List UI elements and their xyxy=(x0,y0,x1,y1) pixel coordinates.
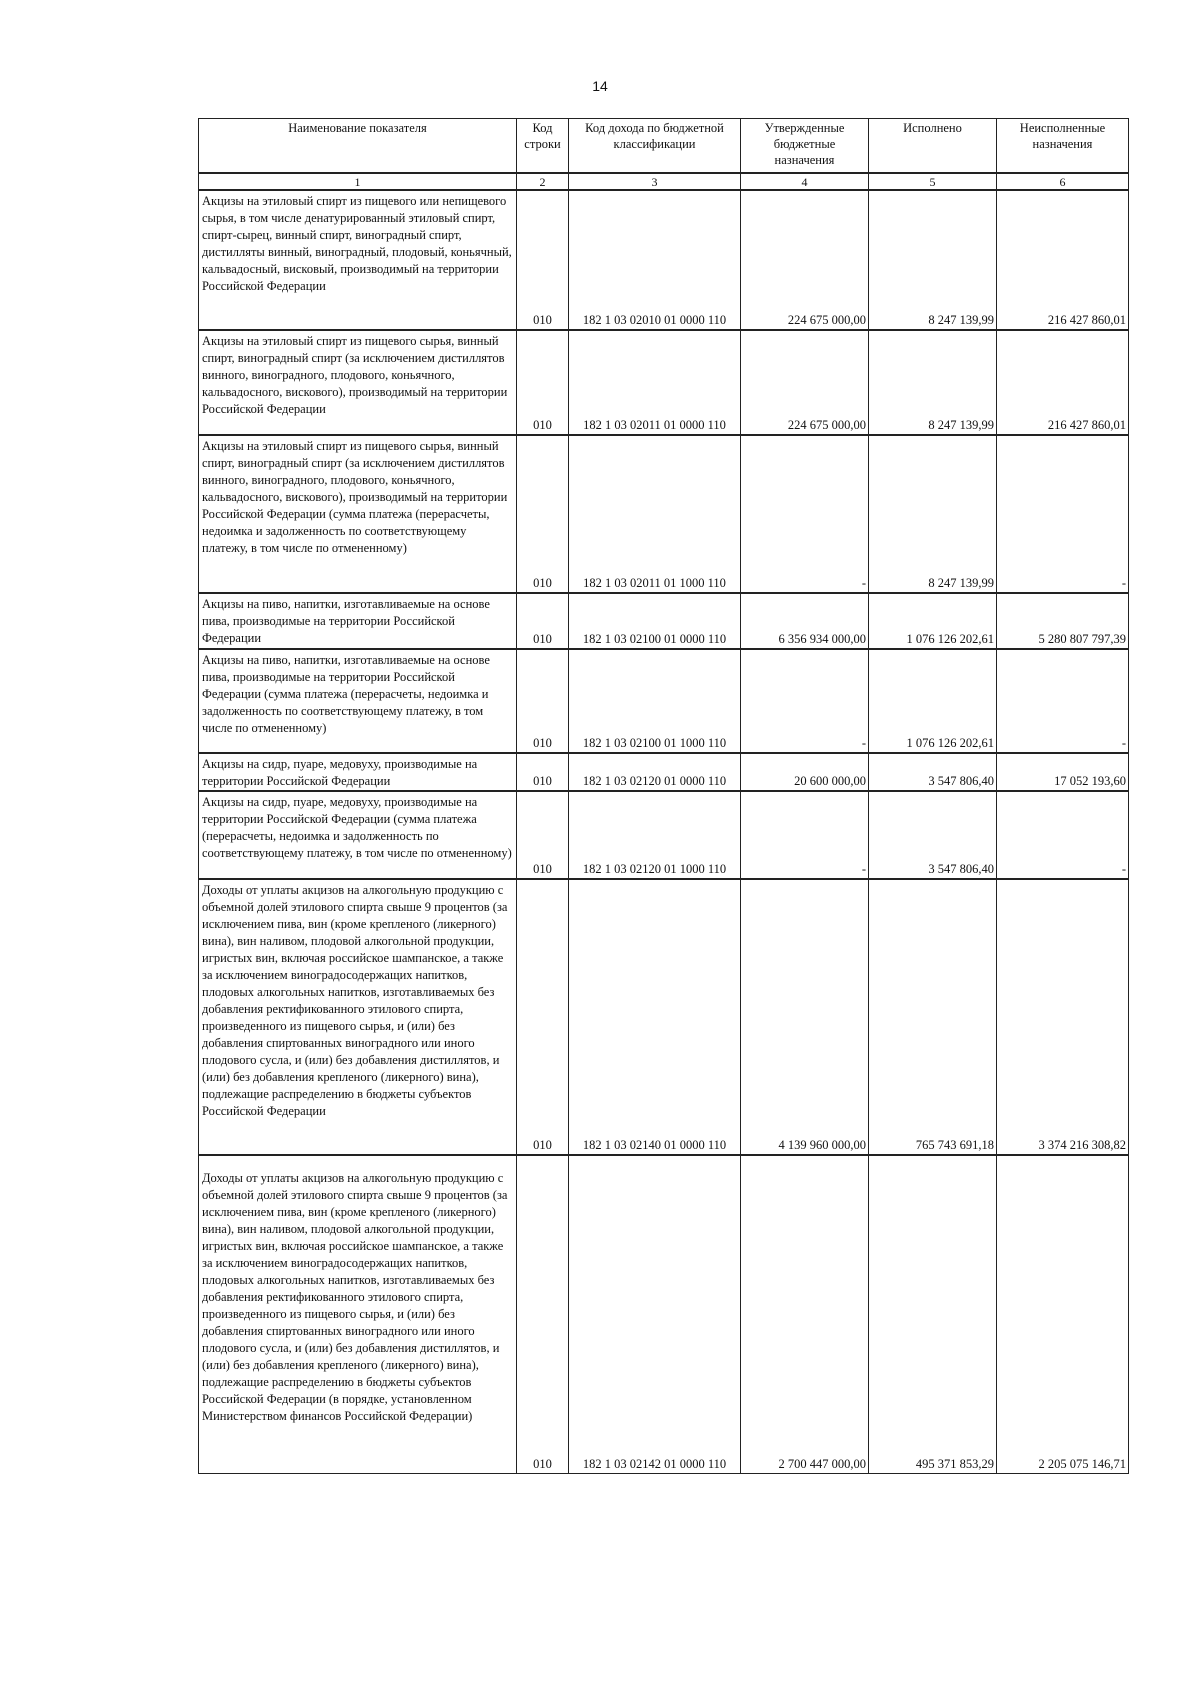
row-approved: - xyxy=(741,791,869,879)
row-kbk: 182 1 03 02142 01 0000 110 xyxy=(569,1155,741,1473)
row-name: Акцизы на этиловый спирт из пищевого или непищевого сырья, в том числе денатурированный этиловый спирт, спирт-сырец, винный спирт, виноградный спирт, дистилляты винный, виноградный, плодовый, коньячный, кальвадосный, висковый, производимый на территории Российской Федерации xyxy=(199,190,517,330)
column-number: 1 xyxy=(199,173,517,190)
row-line-code: 010 xyxy=(517,593,569,649)
row-line-code: 010 xyxy=(517,649,569,753)
table-row xyxy=(199,1155,1129,1473)
row-name: Доходы от уплаты акцизов на алкогольную продукцию с объемной долей этилового спирта свыше 9 процентов (за исключением пива, вин (кроме крепленого (ликерного) вина), вин наливом, плодовой алкогольной продукции, игристых вин, включая российское шампанское, а также за исключением виноградосодержащих напитков, плодовых алкогольных напитков, изготавливаемых без добавления ректификованного этилового спирта, произведенного из пищевого сырья, и (или) без добавления спиртованных виноградного или иного плодового сусла, и (или) без добавления дистиллятов, и (или) без добавления крепленого (ликерного) вина), подлежащие распределению в бюджеты субъектов Российской Федерации (в порядке, установленном Министерством финансов Российской Федерации) xyxy=(199,1155,517,1473)
row-line-code: 010 xyxy=(517,330,569,435)
row-approved: 224 675 000,00 xyxy=(741,330,869,435)
row-name: Акцизы на этиловый спирт из пищевого сырья, винный спирт, виноградный спирт (за исключением дистиллятов винного, виноградного, плодового, коньячного, кальвадосного, вискового), производимый на территории Российской Федерации xyxy=(199,330,517,435)
page-number: 14 xyxy=(592,78,608,94)
row-executed: 1 076 126 202,61 xyxy=(869,593,997,649)
row-kbk: 182 1 03 02100 01 1000 110 xyxy=(569,649,741,753)
row-unexecuted: 216 427 860,01 xyxy=(997,190,1129,330)
table-row xyxy=(199,879,1129,1155)
table-header-row xyxy=(199,119,1129,174)
row-name: Акцизы на пиво, напитки, изготавливаемые на основе пива, производимые на территории Российской Федерации xyxy=(199,593,517,649)
row-executed: 8 247 139,99 xyxy=(869,190,997,330)
header-kbk: Код дохода по бюджетной классификации xyxy=(569,119,741,174)
row-kbk: 182 1 03 02010 01 0000 110 xyxy=(569,190,741,330)
header-unexecuted: Неисполненные назначения xyxy=(997,119,1129,174)
row-approved: 224 675 000,00 xyxy=(741,190,869,330)
table-row xyxy=(199,190,1129,330)
table-row xyxy=(199,435,1129,593)
row-approved: - xyxy=(741,649,869,753)
row-line-code: 010 xyxy=(517,190,569,330)
row-unexecuted: 17 052 193,60 xyxy=(997,753,1129,791)
row-approved: 2 700 447 000,00 xyxy=(741,1155,869,1473)
row-name: Акцизы на этиловый спирт из пищевого сырья, винный спирт, виноградный спирт (за исключением дистиллятов винного, виноградного, плодового, коньячного, кальвадосного, вискового), производимый на территории Российской Федерации (сумма платежа (перерасчеты, недоимка и задолженность по соответствующему платежу, в том числе по отмененному) xyxy=(199,435,517,593)
column-numbers-row xyxy=(199,173,1129,190)
row-kbk: 182 1 03 02011 01 1000 110 xyxy=(569,435,741,593)
row-executed: 3 547 806,40 xyxy=(869,753,997,791)
table-row xyxy=(199,330,1129,435)
row-executed: 8 247 139,99 xyxy=(869,435,997,593)
row-unexecuted: 3 374 216 308,82 xyxy=(997,879,1129,1155)
header-executed: Исполнено xyxy=(869,119,997,174)
row-name: Доходы от уплаты акцизов на алкогольную продукцию с объемной долей этилового спирта свыше 9 процентов (за исключением пива, вин (кроме крепленого (ликерного) вина), вин наливом, плодовой алкогольной продукции, игристых вин, включая российское шампанское, а также за исключением виноградосодержащих напитков, плодовых алкогольных напитков, изготавливаемых без добавления ректификованного этилового спирта, произведенного из пищевого сырья, и (или) без добавления спиртованных виноградного или иного плодового сусла, и (или) без добавления дистиллятов, и (или) без добавления крепленого (ликерного) вина), подлежащие распределению в бюджеты субъектов Российской Федерации xyxy=(199,879,517,1155)
row-executed: 765 743 691,18 xyxy=(869,879,997,1155)
row-approved: 20 600 000,00 xyxy=(741,753,869,791)
row-executed: 8 247 139,99 xyxy=(869,330,997,435)
table-row xyxy=(199,753,1129,791)
row-kbk: 182 1 03 02120 01 1000 110 xyxy=(569,791,741,879)
header-line-code: Код строки xyxy=(517,119,569,174)
row-line-code: 010 xyxy=(517,791,569,879)
row-name: Акцизы на сидр, пуаре, медовуху, производимые на территории Российской Федерации (сумма платежа (перерасчеты, недоимка и задолженность по соответствующему платежу, в том числе по отмененному) xyxy=(199,791,517,879)
column-number: 5 xyxy=(869,173,997,190)
row-executed: 3 547 806,40 xyxy=(869,791,997,879)
row-kbk: 182 1 03 02120 01 0000 110 xyxy=(569,753,741,791)
row-line-code: 010 xyxy=(517,1155,569,1473)
row-approved: - xyxy=(741,435,869,593)
row-kbk: 182 1 03 02140 01 0000 110 xyxy=(569,879,741,1155)
row-approved: 6 356 934 000,00 xyxy=(741,593,869,649)
budget-execution-table xyxy=(198,118,1129,1474)
header-approved: Утвержденные бюджетные назначения xyxy=(741,119,869,174)
row-unexecuted: 216 427 860,01 xyxy=(997,330,1129,435)
row-line-code: 010 xyxy=(517,753,569,791)
table-row xyxy=(199,593,1129,649)
table-row xyxy=(199,791,1129,879)
row-executed: 495 371 853,29 xyxy=(869,1155,997,1473)
column-number: 3 xyxy=(569,173,741,190)
row-unexecuted: 2 205 075 146,71 xyxy=(997,1155,1129,1473)
column-number: 2 xyxy=(517,173,569,190)
row-name: Акцизы на сидр, пуаре, медовуху, производимые на территории Российской Федерации xyxy=(199,753,517,791)
row-line-code: 010 xyxy=(517,879,569,1155)
column-number: 6 xyxy=(997,173,1129,190)
row-unexecuted: 5 280 807 797,39 xyxy=(997,593,1129,649)
header-name: Наименование показателя xyxy=(199,119,517,174)
row-name: Акцизы на пиво, напитки, изготавливаемые на основе пива, производимые на территории Российской Федерации (сумма платежа (перерасчеты, недоимка и задолженность по соответствующему платежу, в том числе по отмененному) xyxy=(199,649,517,753)
row-unexecuted: - xyxy=(997,791,1129,879)
row-kbk: 182 1 03 02011 01 0000 110 xyxy=(569,330,741,435)
table-row xyxy=(199,649,1129,753)
row-executed: 1 076 126 202,61 xyxy=(869,649,997,753)
row-unexecuted: - xyxy=(997,649,1129,753)
row-unexecuted: - xyxy=(997,435,1129,593)
column-number: 4 xyxy=(741,173,869,190)
row-line-code: 010 xyxy=(517,435,569,593)
row-approved: 4 139 960 000,00 xyxy=(741,879,869,1155)
row-kbk: 182 1 03 02100 01 0000 110 xyxy=(569,593,741,649)
